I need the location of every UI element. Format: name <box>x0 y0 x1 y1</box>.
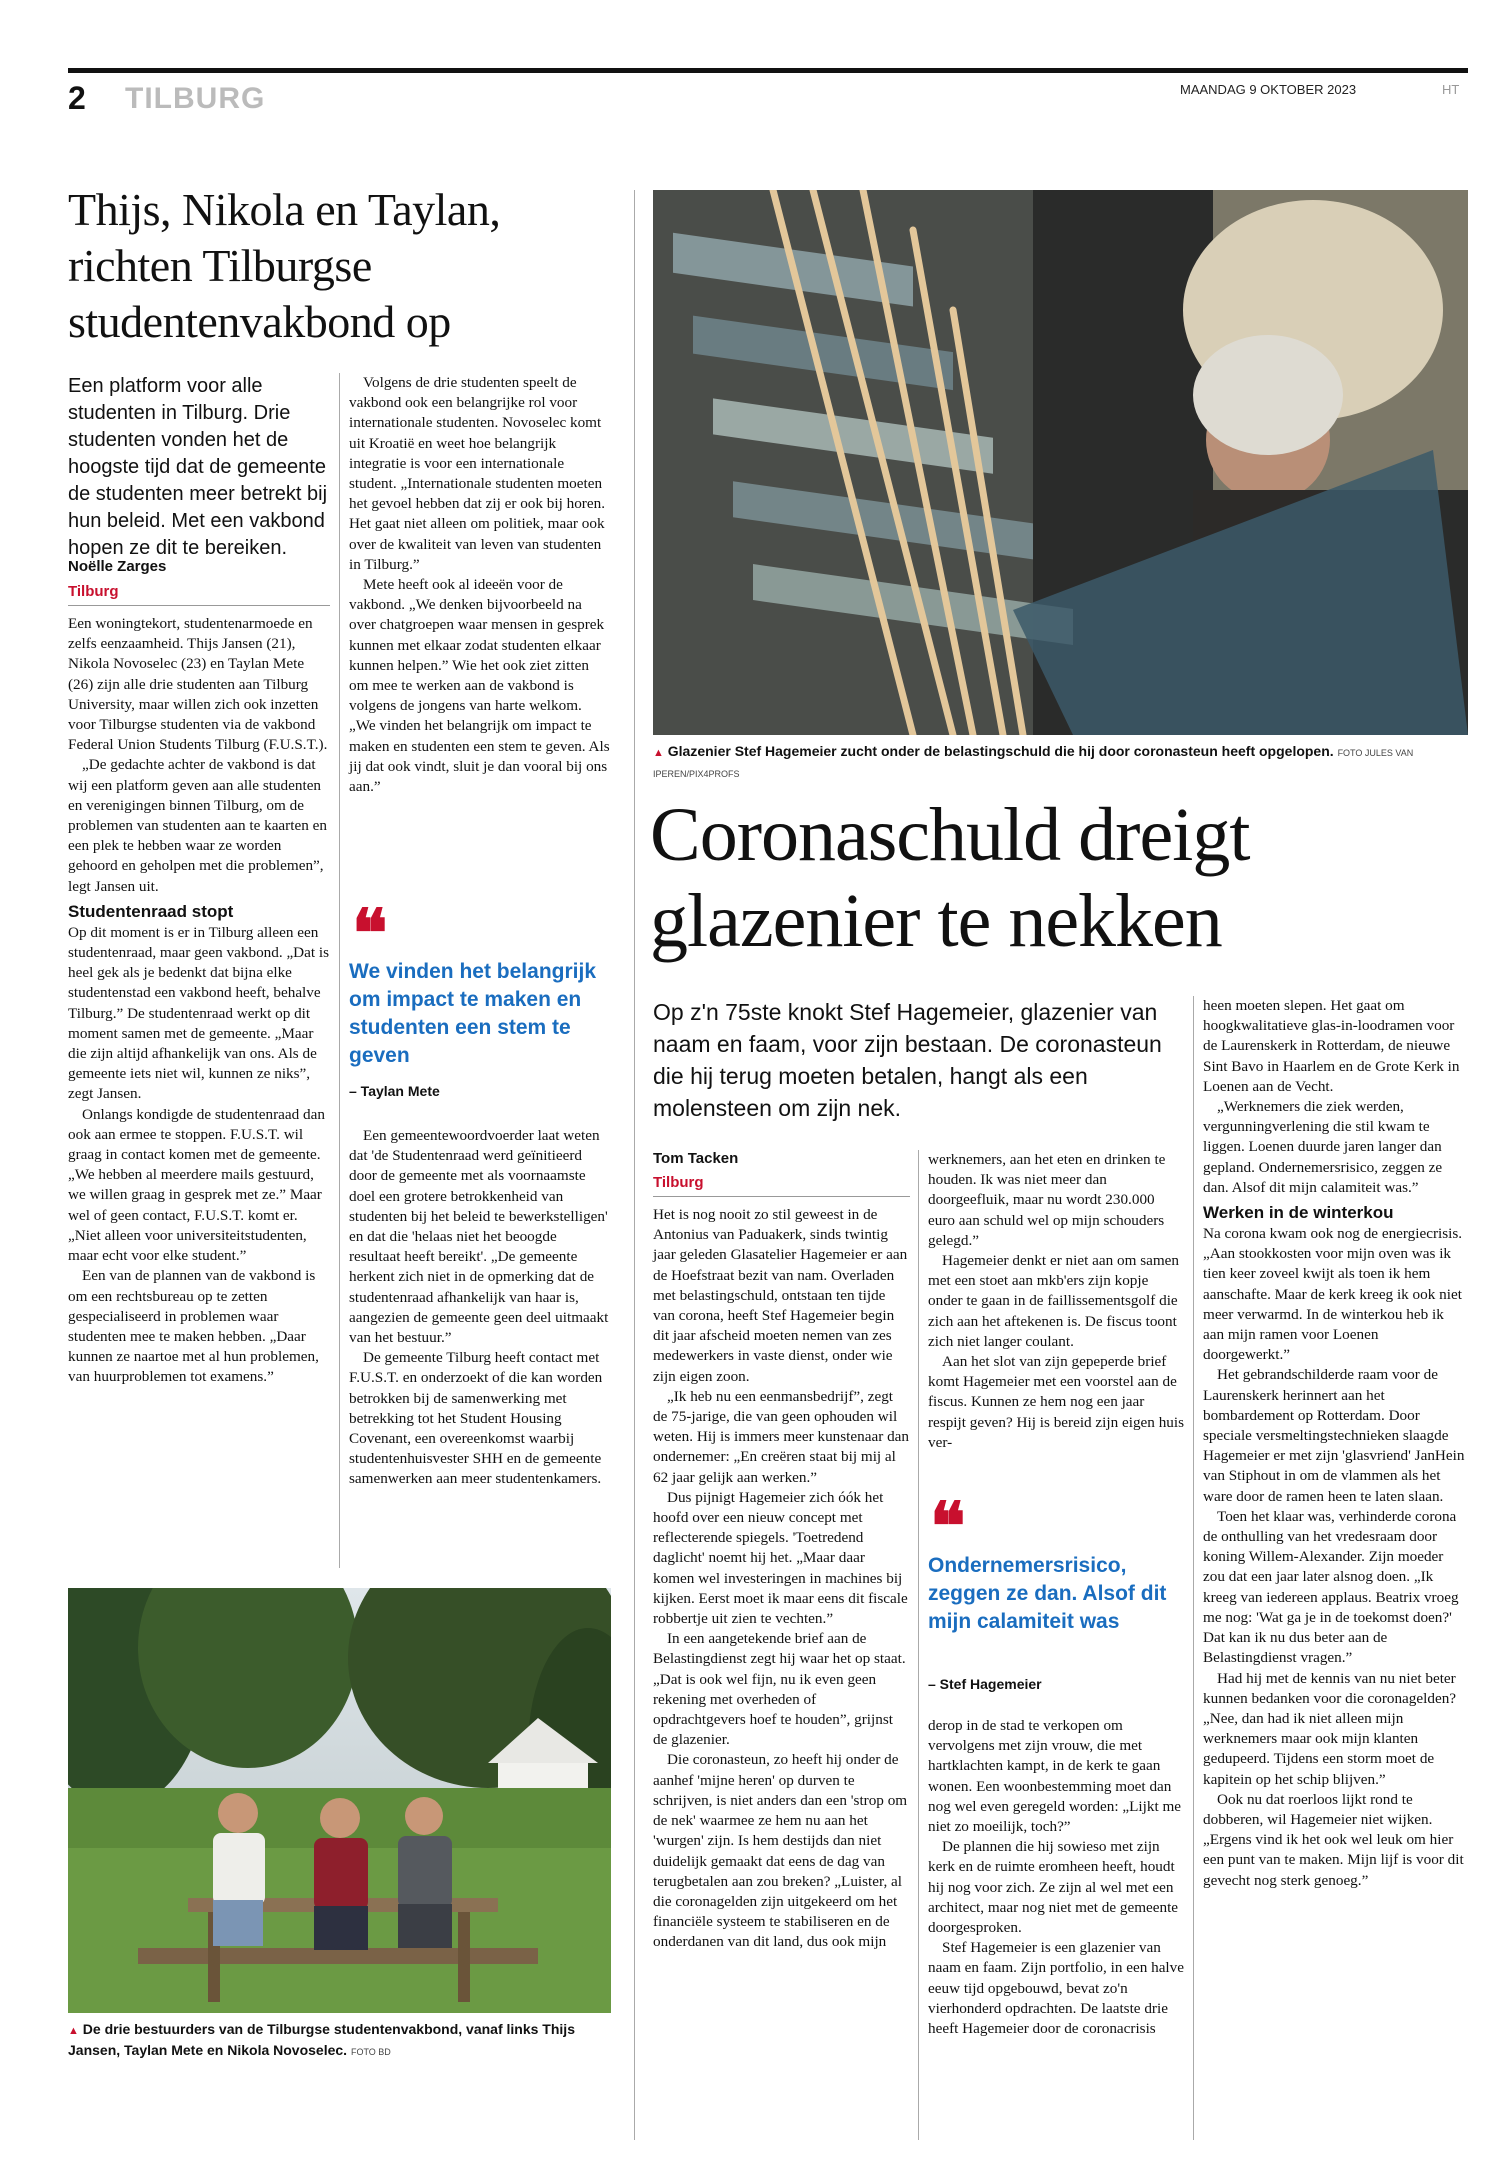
quote-mark-icon: ❝ <box>352 894 380 972</box>
caption-text: De drie bestuurders van de Tilburgse studentenvakbond, vanaf links Thijs Jansen, Taylan Mete en Nikola Novoselec. <box>68 2021 575 2058</box>
paragraph: Aan het slot van zijn gepeperde brief komt Hagemeier met een voorstel aan de fiscus. Kunnen ze hem nog een jaar respijt geven? Hij is bereid zijn eigen huis ver- <box>928 1353 1185 1451</box>
glazier-photo <box>653 190 1468 735</box>
article2-intro: Op z'n 75ste knokt Stef Hagemeier, glazenier van naam en faam, voor zijn bestaan. De coronasteun die hij terug moeten betalen, hangt als een molensteen om zijn nek. <box>653 999 1162 1121</box>
article1-intro: Een platform voor alle studenten in Tilburg. Drie studenten vonden het de hoogste tijd dat de gemeente de studenten meer betrekt bij hun beleid. Met een vakbond hopen ze dit te bereiken. <box>68 375 328 559</box>
article1-headline: Thijs, Nikola en Taylan, richten Tilburgse studentenvakbond op <box>68 184 501 347</box>
paragraph: Onlangs kondigde de studentenraad dan ook aan ermee te stoppen. F.U.S.T. wil graag in contact komen met de gemeente. „We hebben al meerdere mails gestuurd, we willen graag in gesprek met ze.” Maar wel of geen contact, F.U.S.T. komt er. „Niet alleen voor universiteitstudenten, maar echt voor elke student.” <box>68 1105 325 1265</box>
paragraph: Mete heeft ook al ideeën voor de vakbond. „We denken bijvoorbeeld na over chatgroepen waar mensen in gesprek kunnen met elkaar zodat studenten elkaar kunnen helpen.” Wie het ook ziet zitten om mee te werken aan de vakbond is volgens de jongens van harte welkom. „We vinden het belangrijk om impact te maken en studenten een stem te geven. Als jij dat ook vindt, sluit je dan vooral bij ons aan.” <box>349 576 610 796</box>
article1-pull-quote: We vinden het belangrijk om impact te maken en studenten een stem te geven <box>349 960 596 1067</box>
article2-author: Tom Tacken <box>653 1150 739 1167</box>
column-separator <box>918 1150 919 2140</box>
column-separator <box>339 373 340 1568</box>
date-line: MAANDAG 9 OKTOBER 2023 <box>1180 82 1357 97</box>
paragraph: Had hij met de kennis van nu niet beter kunnen bedanken voor die coronagelden? „Nee, dan had ik niet alleen mijn werknemers maar ook mijn klanten gedupeerd. Tijdens een storm moet de kapitein op het schip blijven.” <box>1203 1669 1457 1788</box>
paragraph: derop in de stad te verkopen om vervolgens met zijn vrouw, die met hartklachten kampt, in de kerk te gaan wonen. Een woonbestemming moet dan nog wel even geregeld worden: „Lijkt me niet zo moeilijk, toch?” <box>928 1717 1182 1836</box>
paragraph: Een gemeentewoordvoerder laat weten dat 'de Studentenraad werd geïnitieerd door de gemeente met als voornaamste doel een grotere betrokkenheid van studenten bij het beleid te bewerkstelligen' en dat die 'helaas niet het beoogde resultaat heeft bereikt'. „De gemeente herkent zich niet in de opmerking dat de studentenraad afhankelijk van haar is, aangezien de gemeente geen deel uitmaakt van het bestuur.” <box>349 1127 609 1347</box>
article2-column-2b <box>928 1716 1185 2039</box>
paragraph: De gemeente Tilburg heeft contact met F.U.S.T. en onderzoekt of die kan worden betrokken bij de samenwerking met betrekking tot het Student Housing Covenant, een overeenkomst waarbij studentenhuisvester SHH en de gemeente samenwerken aan meer studentenkamers. <box>349 1349 603 1488</box>
photo-credit: FOTO BD <box>350 2047 391 2057</box>
subheading: Werken in de winterkou <box>1203 1203 1394 1223</box>
glazier-photo-caption <box>653 742 1468 782</box>
article1-column-2b <box>349 1126 611 1490</box>
paper-code: HT <box>1442 82 1460 97</box>
paragraph: Het gebrandschilderde raam voor de Laurenskerk herinnert aan het bombardement op Rotterdam. Door speciale versmeltingstechnieken slaagde Hagemeier er met zijn 'glasvriend' JanHein van Stiphout in om de vlammen als het ware door de ramen heen te laten slaan. <box>1203 1366 1465 1505</box>
article2-column-2 <box>928 1150 1185 1453</box>
paragraph: Hagemeier denkt er niet aan om samen met een stoet aan mkb'ers zijn kopje onder te gaan in de faillissementsgolf die zich aan het aftekenen is. De fiscus toont zich niet langer coulant. <box>928 1252 1179 1350</box>
caption-triangle-icon: ▲ <box>653 747 664 759</box>
top-rule <box>68 68 1468 73</box>
paragraph: Stef Hagemeier is een glazenier van naam en faam. Zijn portfolio, in een halve eeuw tijd opgebouwd, bevat zo'n vierhonderd opdrachten. De laatste drie heeft Hagemeier door de coronacrisis <box>928 1939 1184 2038</box>
paragraph: Toen het klaar was, verhinderde corona de onthulling van het vredesraam door koning Willem-Alexander. Zijn moeder zou dat een jaar later alsnog doen. „Ik kreeg van iedereen applaus. Beatrix vroeg me nog: 'Wat ga je in de toekomst doen?' Dat kan ik nu dus beter aan de Belastingdienst vragen.” <box>1203 1507 1459 1667</box>
article2-column-1 <box>653 1205 910 1953</box>
article1-column-2 <box>349 373 611 797</box>
paragraph: „Ik heb nu een eenmansbedrijf”, zegt de 75-jarige, die van geen ophouden wil weten. Hij is immers meer kunstenaar dan ondernemer: „En creëren staat bij mij al 62 jaar gelijk aan werken.” <box>653 1387 909 1486</box>
article1-byline-rule <box>68 605 330 606</box>
article2-headline: Coronaschuld dreigt glazenier te nekken <box>650 793 1250 963</box>
article2-pull-quote: Ondernemersrisico, zeggen ze dan. Alsof dit mijn calamiteit was <box>928 1554 1167 1633</box>
article1-column-1 <box>68 614 330 1388</box>
article1-author: Noëlle Zarges <box>68 558 167 575</box>
page-number: 2 <box>68 80 86 116</box>
column-separator <box>1193 996 1194 2140</box>
quote-mark-icon: ❝ <box>930 1487 958 1565</box>
paragraph: Een van de plannen van de vakbond is om een rechtsbureau op te zetten gespecialiseerd in problemen waar studenten mee te maken hebben. „Daar kunnen ze naartoe met al hun problemen, van huurproblemen tot examens.” <box>68 1267 319 1386</box>
students-photo <box>68 1588 611 2013</box>
paragraph: In een aangetekende brief aan de Belastingdienst zegt hij waar het op staat. „Dat is ook wel fijn, nu ik even geen rekening met overheden of opdrachtgevers hoef te houden”, grijnst de glazenier. <box>653 1630 906 1749</box>
photo-credit: FOTO JULES VAN IPEREN/PIX4PROFS <box>653 748 1414 779</box>
subheading: Studentenraad stopt <box>68 901 234 921</box>
paragraph: „De gedachte achter de vakbond is dat wij een platform geven aan alle studenten en verenigingen binnen Tilburg, om de problemen van studenten aan te kaarten en een plek te hebben waar ze worden gehoord en geholpen met die problemen”, legt Jansen uit. <box>68 756 327 895</box>
paragraph: „Werknemers die ziek werden, vergunningverlening die stil kwam te liggen. Loenen duurde jaren langer dan gepland. Ondernemersrisico, zeggen ze dan. Alsof dit mijn calamiteit was.” <box>1203 1098 1443 1196</box>
paragraph: Een woningtekort, studentenarmoede en zelfs eenzaamheid. Thijs Jansen (21), Nikola Novoselec (23) en Taylan Mete (26) zijn alle drie studenten aan Tilburg University, maar willen zich ook inzetten voor Tilburgse studenten via de vakbond Federal Union Students Tilburg (F.U.S.T.). <box>68 615 328 754</box>
paragraph: werknemers, aan het eten en drinken te houden. Ik was niet meer dan doorgeefluik, maar nu wordt 230.000 euro aan schuld wel op mijn schouders gelegd.” <box>928 1151 1166 1249</box>
paragraph: Die coronasteun, zo heeft hij onder de aanhef 'mijne heren' op durven te schrijven, is niet anders dan een 'strop om de nek' waarmee ze hem nu aan het 'wurgen' zijn. Is hem destijds dan niet duidelijk gemaakt dat eens de dag van terugbetalen aan zou breken? „Luister, al die coronagelden zijn uitgekeerd om het financiële systeem te stabiliseren en de onderdanen van dit land, dus ook mijn <box>653 1751 908 1951</box>
paragraph: Na corona kwam ook nog de energiecrisis. „Aan stookkosten voor mijn oven was ik tien keer zoveel kwijt als toen ik hem aanschafte. Maar de kerk kreeg ik ook niet meer verwarmd. In de winterkou heb ik aan mijn ramen voor Loenen doorgewerkt.” <box>1203 1225 1463 1364</box>
article2-byline-rule <box>653 1196 910 1197</box>
students-photo-caption <box>68 2020 611 2060</box>
paragraph: Volgens de drie studenten speelt de vakbond ook een belangrijke rol voor internationale studenten. Novoselec komt uit Kroatië en weet hoe belangrijk integratie is voor een internationale student. „Internationale studenten moeten het gevoel hebben dat zij er ook bij horen. Het gaat niet alleen om politiek, maar ook over de kwaliteit van leven van studenten in Tilburg.” <box>349 374 605 573</box>
caption-triangle-icon: ▲ <box>68 2025 79 2037</box>
section-title: TILBURG <box>125 82 266 115</box>
caption-text: Glazenier Stef Hagemeier zucht onder de belastingschuld die hij door coronasteun heeft opgelopen. <box>667 743 1334 759</box>
paragraph: De plannen die hij sowieso met zijn kerk en de ruimte eromheen heeft, houdt hij nog voor zich. Ze zijn al wel met een architect, maar nog niet met de gemeente doorgesproken. <box>928 1838 1179 1937</box>
article2-place: Tilburg <box>653 1174 704 1191</box>
article2-column-3 <box>1203 996 1468 1891</box>
column-separator <box>634 190 635 2140</box>
article2-quote-attribution: – Stef Hagemeier <box>928 1676 1042 1692</box>
paragraph: heen moeten slepen. Het gaat om hoogkwalitatieve glas-in-loodramen voor de Laurenskerk in Rotterdam, de nieuwe Sint Bavo in Haarlem en de Grote Kerk in Loenen aan de Vecht. <box>1203 997 1460 1095</box>
article1-place: Tilburg <box>68 583 119 600</box>
paragraph: Het is nog nooit zo stil geweest in de Antonius van Paduakerk, sinds twintig jaar geleden Glasatelier Hagemeier er aan de Hoefstraat bezit van nam. Overladen met belastingschuld, ontstaan ten tijde van corona, heeft Stef Hagemeier begin dit jaar afscheid moeten nemen van zes medewerkers in vaste dienst, onder wie zijn eigen zoon. <box>653 1206 908 1385</box>
article1-quote-attribution: – Taylan Mete <box>349 1083 440 1099</box>
paragraph: Ook nu dat roerloos lijkt rond te dobberen, wil Hagemeier niet wijken. „Ergens vind ik het ook wel leuk om hier een punt van te maken. Mijn lijf is voor dit gevecht nog sterk genoeg.” <box>1203 1790 1464 1889</box>
paragraph: Dus pijnigt Hagemeier zich óók het hoofd over een nieuw concept met reflecterende spiegels. 'Toetredend daglicht' noemt hij het. „Maar daar komen wel investeringen in machines bij kijken. Eerst moet ik maar eens dit fiscale robbertje uit zien te vechten.” <box>653 1488 908 1628</box>
paragraph: Op dit moment is er in Tilburg alleen een studentenraad, maar geen vakbond. „Dat is heel gek als je bedenkt dat bijna elke studentenstad een vakbond heeft, behalve Tilburg.” De studentenraad werkt op dit moment samen met de gemeente. „Maar die zijn altijd afhankelijk van ons. Als de gemeente iets niet wil, kunnen ze niks”, zegt Jansen. <box>68 923 330 1103</box>
